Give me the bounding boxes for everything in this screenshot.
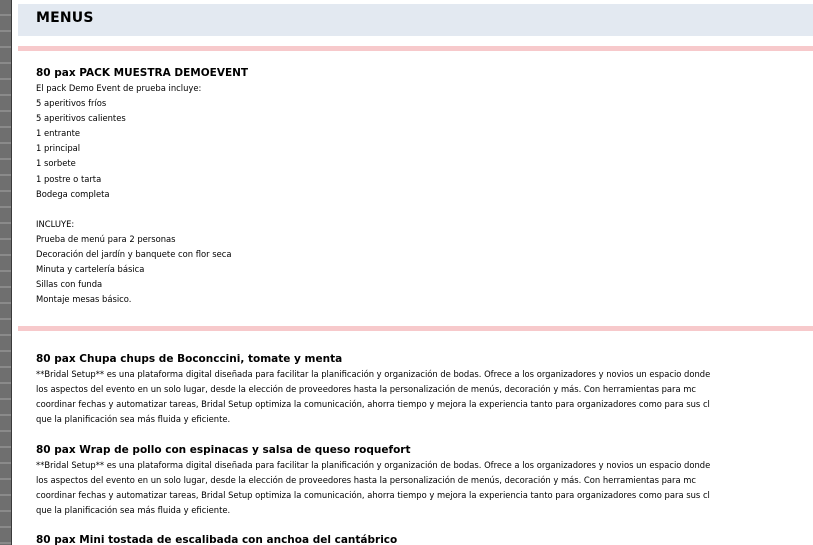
section-divider bbox=[18, 326, 813, 331]
menu-item-description-line: que la planificación sea más fluida y eficiente. bbox=[36, 505, 231, 516]
pack-line: 1 sorbete bbox=[36, 158, 76, 169]
section-title: MENUS bbox=[36, 10, 94, 26]
menu-item-title: 80 pax Chupa chups de Boconccini, tomate y menta bbox=[36, 353, 343, 365]
document-page bbox=[18, 0, 813, 545]
menu-item-description-line: coordinar fechas y automatizar tareas, Bridal Setup optimiza la comunicación, ahorra tiempo y mejora la experiencia tanto para organizadores como para sus cl bbox=[36, 490, 710, 501]
menu-item-description-line: **Bridal Setup** es una plataforma digital diseñada para facilitar la planificación y organización de bodas. Ofrece a los organizadores y novios un espacio donde bbox=[36, 460, 711, 470]
pack-title: 80 pax PACK MUESTRA DEMOEVENT bbox=[36, 67, 249, 79]
pack-line: Bodega completa bbox=[36, 188, 110, 199]
menu-item-description-line: que la planificación sea más fluida y eficiente. bbox=[36, 414, 231, 425]
includes-line: Sillas con funda bbox=[36, 279, 103, 290]
includes-line: Montaje mesas básico. bbox=[36, 294, 132, 305]
window-left-edge bbox=[0, 0, 12, 545]
pack-line: 5 aperitivos fríos bbox=[36, 98, 107, 109]
menu-item-title: 80 pax Mini tostada de escalibada con anchoa del cantábrico bbox=[36, 534, 398, 545]
menu-item bbox=[36, 443, 813, 518]
menu-item-description-line: coordinar fechas y automatizar tareas, Bridal Setup optimiza la comunicación, ahorra tiempo y mejora la experiencia tanto para organizadores como para sus cl bbox=[36, 399, 710, 410]
includes-line: Decoración del jardín y banquete con flor seca bbox=[36, 249, 232, 260]
pack-line: 1 entrante bbox=[36, 128, 81, 139]
includes-line: Minuta y cartelería básica bbox=[36, 264, 145, 275]
includes-heading: INCLUYE: bbox=[36, 218, 75, 229]
blank-line bbox=[36, 202, 813, 217]
menu-item bbox=[36, 533, 813, 545]
menu-item-description-line: los aspectos del evento en un solo lugar, desde la elección de proveedores hasta la personalización de menús, decoración y más. Con herramientas para mc bbox=[36, 475, 697, 486]
includes-line: Prueba de menú para 2 personas bbox=[36, 233, 176, 244]
menu-item-title: 80 pax Wrap de pollo con espinacas y salsa de queso roquefort bbox=[36, 444, 411, 456]
menu-item bbox=[36, 352, 813, 427]
pack-line: 5 aperitivos calientes bbox=[36, 113, 126, 124]
pack-line: 1 postre o tarta bbox=[36, 173, 102, 184]
menu-item-description-line: **Bridal Setup** es una plataforma digital diseñada para facilitar la planificación y organización de bodas. Ofrece a los organizadores y novios un espacio donde bbox=[36, 369, 711, 379]
menu-item-description-line: los aspectos del evento en un solo lugar, desde la elección de proveedores hasta la personalización de menús, decoración y más. Con herramientas para mc bbox=[36, 384, 697, 395]
pack-block bbox=[36, 66, 813, 307]
section-header bbox=[18, 4, 813, 36]
section-divider bbox=[18, 46, 813, 51]
pack-line: 1 principal bbox=[36, 143, 81, 154]
pack-line: El pack Demo Event de prueba incluye: bbox=[36, 83, 202, 93]
